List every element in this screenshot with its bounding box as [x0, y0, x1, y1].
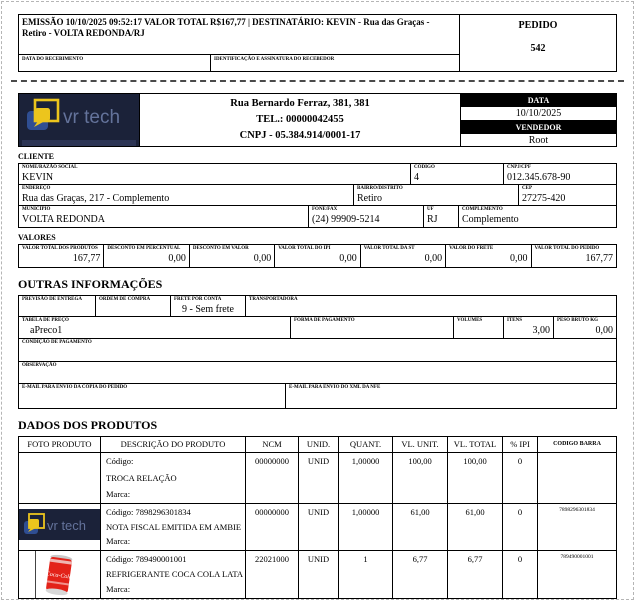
order-label: PEDIDO [518, 20, 558, 31]
photo-cell-divider [35, 551, 36, 598]
client-city-value: VOLTA REDONDA [22, 214, 105, 225]
volumes-label: VOLUMES [457, 318, 483, 323]
header-description: DESCRIÇÃO DO PRODUTO [101, 437, 246, 452]
order-document [18, 14, 617, 599]
client-city-label: MUNICÍPIO [22, 207, 51, 212]
product-3-ipi: 0 [503, 551, 538, 598]
purchase-order-label: ORDEM DE COMPRA [99, 297, 151, 302]
freight-type-value: 9 - Sem frete [182, 304, 234, 315]
products-header-row [19, 437, 616, 453]
document-header-box [18, 14, 617, 72]
ipi-total-value: 0,00 [339, 253, 357, 264]
receipt-row [19, 54, 459, 71]
header-barcode: CODIGO BARRA [553, 441, 601, 447]
date-label: DATA [461, 94, 616, 107]
client-address-cell [19, 185, 354, 205]
product-3-ncm: 22021000 [246, 551, 299, 598]
st-total-label: VALOR TOTAL DA ST [363, 246, 415, 251]
date-value: 10/10/2025 [461, 107, 616, 121]
product-3-qty: 1 [339, 551, 393, 598]
vr-tech-logo-icon [19, 94, 138, 138]
product-3-total-value: 6,77 [448, 551, 503, 598]
gross-weight-cell [554, 317, 616, 338]
other-info-row-3 [19, 339, 616, 362]
total-products-cell [19, 245, 104, 267]
product-3-unit-value: 6,77 [393, 551, 448, 598]
order-number: 542 [530, 43, 546, 54]
price-table-cell [19, 317, 291, 338]
client-uf-cell [424, 206, 459, 227]
company-cnpj: CNPJ - 05.384.914/0001-17 [239, 130, 361, 141]
product-1-ipi: 0 [503, 453, 538, 503]
company-phone: TEL.: 00000042455 [256, 114, 344, 125]
values-section-label: VALORES [18, 233, 56, 242]
payment-method-label: FORMA DE PAGAMENTO [294, 318, 355, 323]
products-heading: DADOS DOS PRODUTOS [18, 418, 158, 432]
order-total-label: VALOR TOTAL DO PEDIDO [534, 246, 600, 251]
client-row-2 [19, 185, 616, 206]
client-code-cell [411, 164, 504, 184]
product-2-photo [19, 509, 100, 540]
client-row-1 [19, 164, 616, 185]
product-2-name: NOTA FISCAL EMITIDA EM AMBIE [106, 521, 242, 532]
email-copy-label: E-MAIL PARA ENVIO DA CÓPIA DO PEDIDO [22, 385, 128, 390]
product-3-code: Código: 789490001001 [106, 554, 187, 564]
discount-value-cell [190, 245, 275, 267]
order-total-value: 167,77 [585, 253, 613, 264]
svg-text:vr tech: vr tech [63, 107, 121, 128]
product-1-total-value: 100,00 [448, 453, 503, 503]
svg-text:vr tech: vr tech [47, 518, 87, 533]
client-uf-value: RJ [427, 214, 438, 225]
product-3-description-cell [101, 551, 246, 598]
observation-label: OBSERVAÇÃO [22, 363, 57, 368]
client-table [18, 163, 617, 228]
product-1-code: Código: [106, 456, 134, 466]
product-3-brand: Marca: [106, 584, 131, 594]
product-1-barcode [538, 453, 616, 503]
product-2-unit: UNID [299, 504, 339, 550]
client-code-value: 4 [414, 172, 419, 183]
other-info-row-1 [19, 296, 616, 317]
logo-bottom-strip [22, 140, 136, 146]
items-cell [504, 317, 554, 338]
ipi-total-cell [275, 245, 360, 267]
other-info-table [18, 295, 617, 409]
client-name-label: NOME/RAZÃO SOCIAL [22, 165, 78, 170]
header-ncm: NCM [246, 437, 299, 452]
email-xml-cell [286, 384, 616, 408]
header-left [19, 15, 460, 71]
discount-value-value: 0,00 [253, 253, 272, 264]
product-2-unit-value: 61,00 [393, 504, 448, 550]
seller-value: Root [528, 135, 549, 146]
client-address-value: Rua das Graças, 217 - Complemento [22, 193, 170, 204]
product-1-brand: Marca: [106, 489, 131, 499]
payment-condition-label: CONDIÇÃO DE PAGAMENTO [22, 340, 92, 345]
client-cep-label: CEP [522, 186, 532, 191]
product-2-ncm: 00000000 [246, 504, 299, 550]
freight-value-value: 0,00 [510, 253, 528, 264]
client-row-3 [19, 206, 616, 227]
product-3-name: REFRIGERANTE COCA COLA LATA [106, 569, 243, 579]
product-1-ncm: 00000000 [246, 453, 299, 503]
product-2-barcode: 7898296301834 [559, 507, 595, 513]
product-2-description-cell [101, 504, 246, 550]
product-row-2 [19, 504, 616, 551]
product-2-code: Código: 7898296301834 [106, 507, 191, 517]
product-row-3 [19, 551, 616, 598]
product-2-brand: Marca: [106, 536, 131, 546]
vr-tech-logo-thumb-icon [19, 509, 100, 540]
purchase-order-cell [96, 296, 171, 316]
other-info-row-5 [19, 384, 616, 408]
dashed-separator [11, 80, 624, 82]
carrier-cell [246, 296, 616, 316]
header-ipi: % IPI [503, 437, 538, 452]
client-phone-label: FONE/FAX [312, 207, 338, 212]
client-cep-value: 27275-420 [522, 193, 566, 204]
st-total-cell [361, 245, 446, 267]
product-2-ipi: 0 [503, 504, 538, 550]
ipi-total-label: VALOR TOTAL DO IPI [278, 246, 331, 251]
header-photo: FOTO PRODUTO [19, 437, 101, 452]
client-district-value: Retiro [357, 193, 382, 204]
product-1-unit-value: 100,00 [393, 453, 448, 503]
company-header [18, 93, 617, 147]
payment-method-cell [291, 317, 454, 338]
client-name-value: KEVIN [22, 172, 54, 183]
client-cpf-value: 012.345.678-90 [507, 172, 571, 183]
observation-cell [19, 362, 616, 383]
order-total-cell [532, 245, 616, 267]
company-address: Rua Bernardo Ferraz, 381, 381 [230, 98, 370, 109]
other-info-row-2 [19, 317, 616, 339]
price-table-value: aPreco1 [30, 325, 63, 336]
receipt-date-label: DATA DO RECEBIMENTO [19, 55, 211, 71]
product-2-total-value: 61,00 [448, 504, 503, 550]
email-copy-cell [19, 384, 286, 408]
items-label: ITENS [507, 318, 523, 323]
client-phone-cell [309, 206, 424, 227]
other-info-heading: OUTRAS INFORMAÇÕES [18, 277, 163, 291]
product-1-qty: 1,00000 [339, 453, 393, 503]
client-complement-value: Complemento [462, 214, 519, 225]
freight-type-cell [171, 296, 246, 316]
client-code-label: CÓDIGO [414, 165, 435, 170]
client-cpf-label: CNPJ/CPF [507, 165, 531, 170]
delivery-forecast-label: PREVISÃO DE ENTREGA [22, 297, 83, 302]
products-table [18, 436, 617, 599]
gross-weight-value: 0,00 [595, 325, 613, 336]
coca-cola-can-icon [41, 552, 77, 598]
header-unit-value: VL. UNIT. [393, 437, 448, 452]
product-1-photo-cell [19, 453, 101, 503]
discount-percent-label: DESCONTO EM PERCENTUAL [107, 246, 181, 251]
product-3-photo-cell [19, 551, 101, 598]
discount-percent-cell [104, 245, 189, 267]
email-xml-label: E-MAIL PARA ENVIO DO XML DA NFE [289, 385, 381, 390]
client-phone-value: (24) 99909-5214 [312, 214, 380, 225]
total-products-label: VALOR TOTAL DOS PRODUTOS [22, 246, 98, 251]
freight-value-cell [446, 245, 531, 267]
delivery-forecast-cell [19, 296, 96, 316]
product-2-qty: 1,00000 [339, 504, 393, 550]
product-1-unit: UNID [299, 453, 339, 503]
product-3-unit: UNID [299, 551, 339, 598]
client-cpf-cell [504, 164, 616, 184]
client-address-label: ENDEREÇO [22, 186, 51, 191]
client-uf-label: UF [427, 207, 434, 212]
price-table-label: TABELA DE PREÇO [22, 318, 69, 323]
receiver-signature-label: IDENTIFICAÇÃO E ASSINATURA DO RECEBEDOR [214, 57, 335, 62]
client-complement-cell [459, 206, 616, 227]
header-unit: UNID. [299, 437, 339, 452]
payment-condition-cell [19, 339, 616, 361]
client-district-label: BAIRRO/DISTRITO [357, 186, 403, 191]
carrier-label: TRANSPORTADORA [249, 297, 298, 302]
client-cep-cell [519, 185, 616, 205]
freight-value-label: VALOR DO FRETE [449, 246, 494, 251]
discount-percent-value: 0,00 [168, 253, 186, 264]
st-total-value: 0,00 [424, 253, 443, 264]
gross-weight-label: PESO BRUTO KG [557, 318, 599, 323]
client-name-cell [19, 164, 411, 184]
product-row-1 [19, 453, 616, 504]
seller-label: VENDEDOR [461, 121, 616, 134]
company-info [140, 94, 460, 146]
client-complement-label: COMPLEMENTO [462, 207, 503, 212]
client-city-cell [19, 206, 309, 227]
total-products-value: 167,77 [72, 253, 101, 264]
header-qty: QUANT. [339, 437, 393, 452]
order-number-box [460, 15, 616, 71]
product-3-barcode: 789490001001 [560, 554, 594, 560]
product-1-description-cell [101, 453, 246, 503]
product-2-photo-cell [19, 504, 101, 550]
freight-type-label: FRETE POR CONTA [174, 297, 222, 302]
client-section-label: CLIENTE [18, 152, 55, 161]
items-value: 3,00 [532, 325, 550, 336]
header-total-value: VL. TOTAL [448, 437, 503, 452]
product-1-name: TROCA RELAÇÃO [106, 472, 177, 483]
emission-summary-text: EMISSÃO 10/10/2025 09:52:17 VALOR TOTAL R$167,77 | DESTINATÁRIO: KEVIN - Rua das Graças - Retiro - VOLTA REDONDA/RJ [22, 17, 430, 39]
client-district-cell [354, 185, 519, 205]
other-info-row-4 [19, 362, 616, 384]
values-table [18, 244, 617, 268]
discount-value-label: DESCONTO EM VALOR [192, 246, 249, 251]
company-logo [19, 94, 140, 146]
volumes-cell [454, 317, 504, 338]
svg-text:Coca-Cola: Coca-Cola [45, 571, 73, 581]
date-seller-box [460, 94, 616, 146]
values-row [19, 245, 616, 267]
